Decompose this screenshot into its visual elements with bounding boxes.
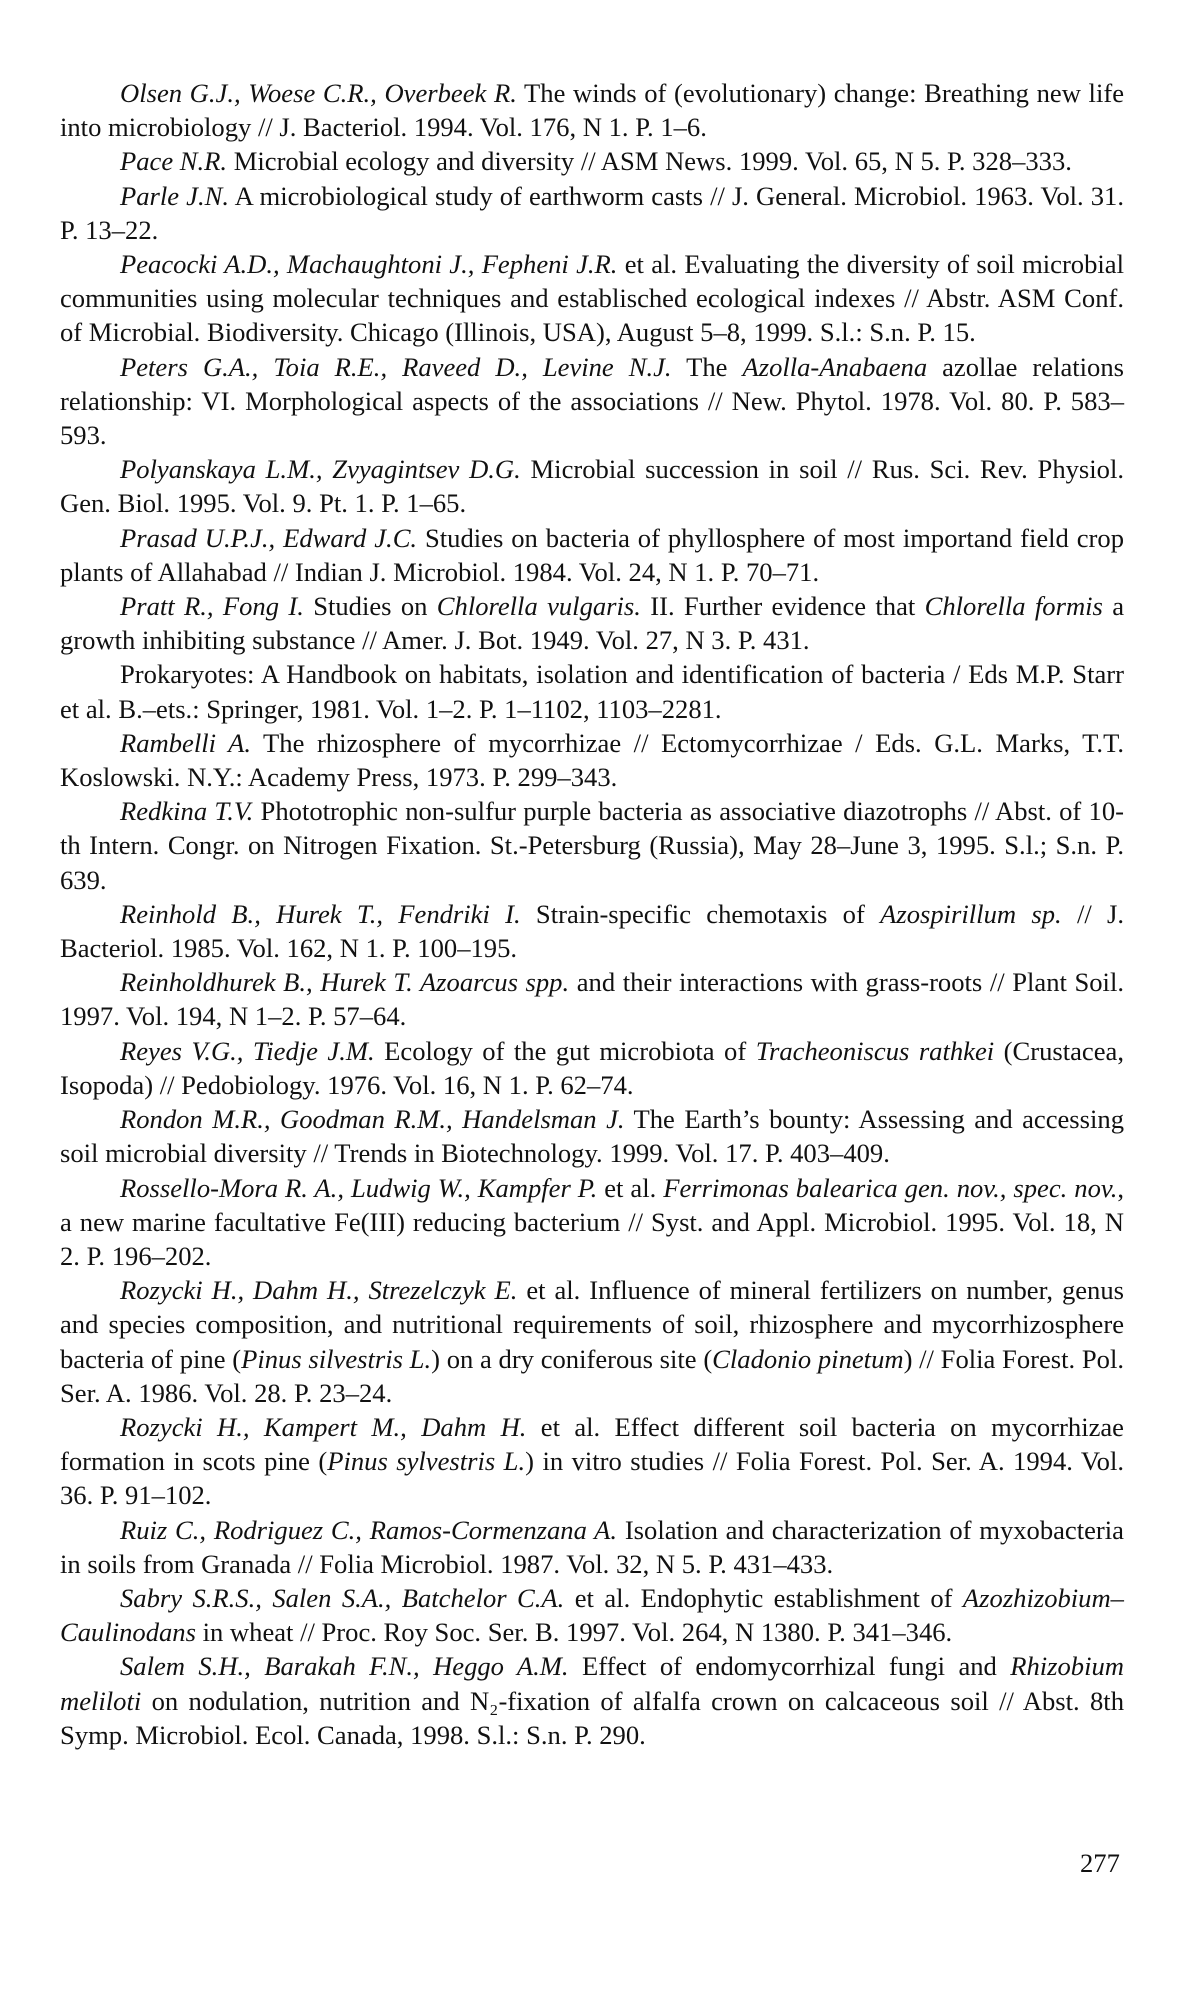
reference-text: et al. bbox=[597, 1172, 664, 1203]
reference-entry bbox=[60, 144, 1124, 178]
reference-italic-text: Azolla-Anabaena bbox=[742, 351, 928, 382]
reference-list bbox=[60, 76, 1124, 1752]
reference-italic-text: Reinholdhurek B., Hurek T. Azoarcus spp. bbox=[120, 967, 570, 998]
reference-entry bbox=[60, 521, 1124, 589]
reference-text: ) in vitro studies // Folia Forest. Pol. Ser. A. 1994. Vol. 36. P. 91–102. bbox=[60, 1446, 1124, 1511]
reference-text: et al. Evaluating the diversity of soil microbial communities using molecular techniques and establisched ecological indexes // Abstr. ASM Conf. of Microbial. Biodiversity. Chicago (Illinois, USA), August 5–8, 1999. S.l.: S.n. P. 15. bbox=[60, 249, 1124, 348]
reference-entry bbox=[60, 589, 1124, 657]
reference-entry bbox=[60, 350, 1124, 453]
reference-entry bbox=[60, 1649, 1124, 1752]
reference-entry bbox=[60, 76, 1124, 144]
reference-text: , a new marine facultative Fe(III) reducing bacterium // Syst. and Appl. Microbiol. 1995. Vol. 18, N 2. P. 196–202. bbox=[60, 1172, 1124, 1271]
reference-entry bbox=[60, 726, 1124, 794]
reference-text: Strain-specific chemotaxis of bbox=[520, 898, 881, 929]
reference-italic-text: Parle J.N. bbox=[120, 180, 230, 211]
reference-italic-text: Ruiz C., Rodriguez C., Ramos-Cormenzana A. bbox=[120, 1514, 618, 1545]
reference-text: Microbial succession in soil // Rus. Sci. Rev. Physiol. Gen. Biol. 1995. Vol. 9. Pt. 1. P. 1–65. bbox=[60, 454, 1124, 519]
reference-italic-text: Reyes V.G., Tiedje J.M. bbox=[120, 1035, 375, 1066]
reference-text: on nodulation, nutrition and N₂-fixation of alfalfa crown on calcaceous soil // Abst. 8th Symp. Microbiol. Ecol. Canada, 1998. S.l.: S.n. P. 290. bbox=[60, 1685, 1124, 1750]
reference-text: The winds of (evolutionary) change: Breathing new life into microbiology // J. Bacteriol. 1994. Vol. 176, N 1. P. 1–6. bbox=[60, 78, 1124, 143]
reference-entry bbox=[60, 657, 1124, 725]
reference-italic-text: Prasad U.P.J., Edward J.C. bbox=[120, 522, 418, 553]
reference-italic-text: Olsen G.J., Woese C.R., Overbeek R. bbox=[120, 78, 517, 108]
reference-text: The bbox=[671, 351, 743, 382]
reference-italic-text: Rozycki H., Kampert M., Dahm H. bbox=[120, 1411, 527, 1442]
reference-italic-text: Reinhold B., Hurek T., Fendriki I. bbox=[120, 898, 521, 929]
reference-text: The rhizosphere of mycorrhizae // Ectomycorrhizae / Eds. G.L. Marks, T.T. Koslowski. N.Y.: Academy Press, 1973. P. 299–343. bbox=[60, 727, 1125, 793]
reference-text: A microbiological study of earthworm casts // J. General. Microbiol. 1963. Vol. 31. P. 13–22. bbox=[60, 180, 1124, 245]
reference-entry bbox=[60, 897, 1124, 965]
reference-entry bbox=[60, 965, 1124, 1033]
reference-text: Isolation and characterization of myxobacteria in soils from Granada // Folia Microbiol. 1987. Vol. 32, N 5. P. 431–433. bbox=[60, 1514, 1124, 1579]
reference-entry bbox=[60, 794, 1124, 897]
reference-italic-text: Pinus silvestris L. bbox=[241, 1343, 432, 1374]
reference-text: Phototrophic non-sulfur purple bacteria as associative diazotrophs // Abst. of 10-th Intern. Congr. on Nitrogen Fixation. St.-Petersburg (Russia), May 28–June 3, 1995. S.l.; S.n. P. 639. bbox=[60, 796, 1124, 895]
reference-text: et al. Endophytic establishment of bbox=[564, 1582, 963, 1613]
reference-italic-text: Ferrimonas balearica gen. nov., spec. nov. bbox=[663, 1172, 1118, 1203]
reference-text: et al. Effect different soil bacteria on mycorrhizae formation in scots pine ( bbox=[60, 1411, 1124, 1477]
reference-italic-text: Rondon M.R., Goodman R.M., Handelsman J. bbox=[120, 1104, 625, 1135]
reference-entry bbox=[60, 247, 1124, 350]
reference-text: II. Further evidence that bbox=[640, 591, 925, 622]
reference-text: ) on a dry coniferous site ( bbox=[431, 1343, 713, 1374]
reference-entry bbox=[60, 452, 1124, 520]
reference-text: et al. Influence of mineral fertilizers on number, genus and species composition, and nutritional requirements of soil, rhizosphere and mycorrhizosphere bacteria of pine ( bbox=[60, 1275, 1124, 1374]
reference-italic-text: Redkina T.V. bbox=[120, 796, 254, 827]
reference-text: Prokaryotes: A Handbook on habitats, isolation and identification of bacteria / Eds M.P. Starr et al. B.–ets.: Springer, 1981. Vol. 1–2. P. 1–1102, 1103–2281. bbox=[60, 659, 1124, 724]
page-number: 277 bbox=[1080, 1848, 1120, 1878]
reference-italic-text: Rhizobium meliloti bbox=[60, 1651, 1124, 1716]
reference-text: a growth inhibiting substance // Amer. J. Bot. 1949. Vol. 27, N 3. P. 431. bbox=[60, 591, 1125, 656]
reference-italic-text: Peters G.A., Toia R.E., Raveed D., Levine N.J. bbox=[120, 351, 672, 382]
reference-text: Ecology of the gut microbiota of bbox=[374, 1035, 756, 1066]
reference-entry bbox=[60, 179, 1124, 247]
reference-italic-text: Peacocki A.D., Machaughtoni J., Fepheni J.R. bbox=[120, 249, 618, 280]
reference-text: and their interactions with grass-roots // Plant Soil. 1997. Vol. 194, N 1–2. P. 57–64. bbox=[60, 967, 1124, 1032]
reference-entry bbox=[60, 1171, 1124, 1274]
reference-text: // J. Bacteriol. 1985. Vol. 162, N 1. P. 100–195. bbox=[60, 898, 1124, 964]
reference-text: in wheat // Proc. Roy Soc. Ser. B. 1997. Vol. 264, N 1380. P. 341–346. bbox=[195, 1617, 953, 1648]
reference-text: azollae relations relationship: VI. Morphological aspects of the associations // New. Phytol. 1978. Vol. 80. P. 583–593. bbox=[60, 351, 1124, 451]
reference-text: Effect of endomycorrhizal fungi and bbox=[568, 1651, 1011, 1682]
reference-entry bbox=[60, 1581, 1124, 1649]
reference-text: ) // Folia Forest. Pol. Ser. A. 1986. Vol. 28. P. 23–24. bbox=[60, 1343, 1125, 1408]
reference-italic-text: Pace N.R. bbox=[120, 146, 228, 177]
reference-text: Studies on bacteria of phyllosphere of most importand field crop plants of Allahabad // Indian J. Microbiol. 1984. Vol. 24, N 1. P. 70–71. bbox=[60, 522, 1124, 587]
reference-italic-text: Pinus sylvestris L. bbox=[327, 1446, 526, 1477]
reference-italic-text: Azospirillum sp. bbox=[880, 898, 1062, 929]
reference-entry bbox=[60, 1410, 1124, 1513]
reference-text: (Crustacea, Isopoda) // Pedobiology. 1976. Vol. 16, N 1. P. 62–74. bbox=[60, 1035, 1124, 1100]
reference-entry bbox=[60, 1102, 1124, 1170]
reference-entry bbox=[60, 1273, 1124, 1410]
reference-italic-text: Polyanskaya L.M., Zvyagintsev D.G. bbox=[120, 454, 521, 485]
reference-italic-text: Salem S.H., Barakah F.N., Heggo A.M. bbox=[120, 1651, 569, 1682]
reference-italic-text: Pratt R., Fong I. bbox=[120, 591, 304, 622]
reference-italic-text: Tracheoniscus rathkei bbox=[755, 1035, 995, 1066]
reference-text: Studies on bbox=[303, 591, 437, 622]
reference-italic-text: Rossello-Mora R. A., Ludwig W., Kampfer P. bbox=[120, 1172, 598, 1203]
reference-italic-text: Rambelli A. bbox=[120, 727, 251, 758]
reference-italic-text: Chlorella formis bbox=[924, 591, 1103, 622]
reference-text: The Earth’s bounty: Assessing and accessing soil microbial diversity // Trends in Biotechnology. 1999. Vol. 17. P. 403–409. bbox=[60, 1104, 1124, 1169]
reference-entry bbox=[60, 1034, 1124, 1102]
reference-entry bbox=[60, 1513, 1124, 1581]
reference-italic-text: Sabry S.R.S., Salen S.A., Batchelor C.A. bbox=[120, 1582, 565, 1613]
reference-italic-text: Chlorella vulgaris. bbox=[436, 591, 641, 622]
reference-italic-text: Azozhizobium–Caulinodans bbox=[60, 1582, 1124, 1648]
reference-text: Microbial ecology and diversity // ASM News. 1999. Vol. 65, N 5. P. 328–333. bbox=[227, 146, 1072, 177]
reference-italic-text: Cladonio pinetum bbox=[712, 1343, 904, 1374]
reference-italic-text: Rozycki H., Dahm H., Strezelczyk E. bbox=[120, 1275, 518, 1306]
